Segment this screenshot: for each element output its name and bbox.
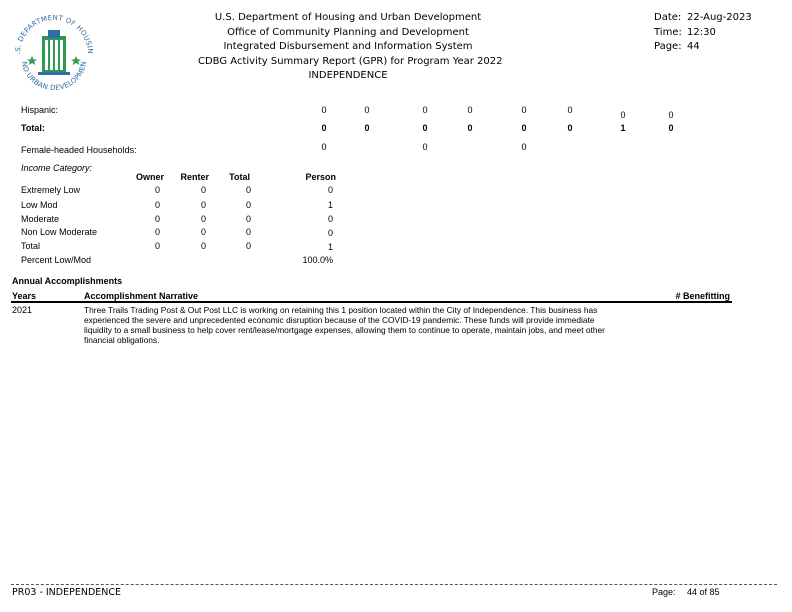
income-renter-value: 0: [200, 241, 206, 251]
seal-bottom-text: ND URBAN DEVELOPMEN: [19, 60, 89, 90]
hispanic-value: 0: [521, 105, 527, 115]
col-years-header: Years: [12, 291, 37, 301]
footer-page-label: Page:: [652, 587, 676, 597]
total-value: 0: [467, 123, 473, 133]
total-value: 0: [422, 123, 428, 133]
footer-report-id: PR03 - INDEPENDENCE: [12, 587, 122, 598]
female-headed-value: 0: [321, 142, 327, 152]
col-narrative-header: Accomplishment Narrative: [84, 291, 199, 301]
narrative-line: experienced the severe and unprecedented economic disruption because of the COVID-19 pandemic. These funds will provide immediate: [84, 315, 595, 325]
header-time-label: Time:: [654, 26, 682, 38]
hispanic-value: 0: [321, 105, 327, 115]
income-person-value: 0: [327, 214, 333, 224]
percent-low-mod-value: 100.0%: [302, 255, 333, 265]
income-row-label: Moderate: [21, 214, 60, 224]
total-value: 0: [668, 123, 674, 133]
income-owner-value: 0: [154, 227, 160, 237]
header-grantee: INDEPENDENCE: [308, 70, 388, 81]
narrative-line: liquidity to a small business to help cover rent/lease/mortgage expenses, allowing them to continue to operate, maintain jobs, and meet other: [84, 325, 605, 335]
header-date-label: Date:: [654, 12, 682, 23]
female-headed-value: 0: [422, 142, 428, 152]
hispanic-value: 0: [668, 110, 674, 120]
income-owner-value: 0: [154, 185, 160, 195]
footer-dashed-divider: [11, 584, 777, 585]
hispanic-value: 0: [567, 105, 573, 115]
income-renter-value: 0: [200, 200, 206, 210]
footer-page-value: 44 of 85: [687, 587, 720, 597]
header-report-title: CDBG Activity Summary Report (GPR) for Program Year 2022: [198, 55, 503, 67]
col-benefitting-header: # Benefitting: [675, 291, 730, 301]
header-rule-divider: [11, 301, 732, 303]
income-total-value: 0: [245, 214, 251, 224]
income-owner-value: 0: [154, 241, 160, 251]
annual-accomplishments-title: Annual Accomplishments: [12, 276, 123, 286]
total-value: 1: [620, 123, 626, 133]
total-label: Total:: [21, 123, 45, 133]
header-page-value: 44: [687, 41, 700, 52]
header-office: Office of Community Planning and Development: [227, 26, 469, 38]
hud-seal-logo: [12, 12, 96, 90]
total-value: 0: [567, 123, 573, 133]
female-headed-label: Female-headed Households:: [21, 145, 137, 155]
accomplishment-year: 2021: [12, 305, 33, 315]
income-renter-value: 0: [200, 214, 206, 224]
hispanic-value: 0: [364, 105, 370, 115]
income-person-value: 1: [327, 200, 333, 210]
income-category-title: Income Category:: [21, 163, 93, 173]
income-col-owner: Owner: [135, 172, 164, 182]
hispanic-value: 0: [467, 105, 473, 115]
header-system: Integrated Disbursement and Information System: [223, 41, 473, 52]
total-value: 0: [364, 123, 370, 133]
seal-top-text: .S. DEPARTMENT OF HOUSIN: [13, 13, 95, 55]
income-person-value: 1: [327, 242, 333, 252]
income-renter-value: 0: [200, 227, 206, 237]
income-total-value: 0: [245, 200, 251, 210]
header-time-value: 12:30: [687, 26, 716, 38]
income-row-label: Non Low Moderate: [21, 227, 98, 237]
income-owner-value: 0: [154, 214, 160, 224]
accomplishment-narrative: [84, 305, 605, 345]
income-col-person: Person: [305, 172, 336, 182]
income-col-total: Total: [229, 172, 250, 182]
female-headed-value: 0: [521, 142, 527, 152]
income-total-value: 0: [245, 227, 251, 237]
total-value: 0: [521, 123, 527, 133]
narrative-line: financial obligations.: [84, 335, 160, 345]
income-row-label: Total: [21, 241, 41, 251]
income-row-label: Extremely Low: [21, 185, 81, 195]
income-row-label: Low Mod: [21, 200, 58, 210]
hispanic-value: 0: [620, 110, 626, 120]
income-person-value: 0: [327, 185, 333, 195]
income-renter-value: 0: [200, 185, 206, 195]
income-person-value: 0: [327, 228, 333, 238]
header-title-block: [198, 12, 503, 85]
total-value: 0: [321, 123, 327, 133]
narrative-line: Three Trails Trading Post & Out Post LLC is working on retaining this 1 position located within the City of Independence. This business has: [84, 305, 598, 315]
income-col-renter: Renter: [180, 172, 209, 182]
hispanic-value: 0: [422, 105, 428, 115]
hud-seal-icon: [12, 12, 96, 90]
income-total-value: 0: [245, 241, 251, 251]
hispanic-label: Hispanic:: [21, 105, 59, 115]
income-total-value: 0: [245, 185, 251, 195]
percent-low-mod-label: Percent Low/Mod: [21, 255, 92, 265]
header-department: U.S. Department of Housing and Urban Development: [214, 12, 482, 23]
header-page-label: Page:: [654, 41, 682, 52]
header-date-value: 22-Aug-2023: [687, 12, 752, 23]
income-owner-value: 0: [154, 200, 160, 210]
